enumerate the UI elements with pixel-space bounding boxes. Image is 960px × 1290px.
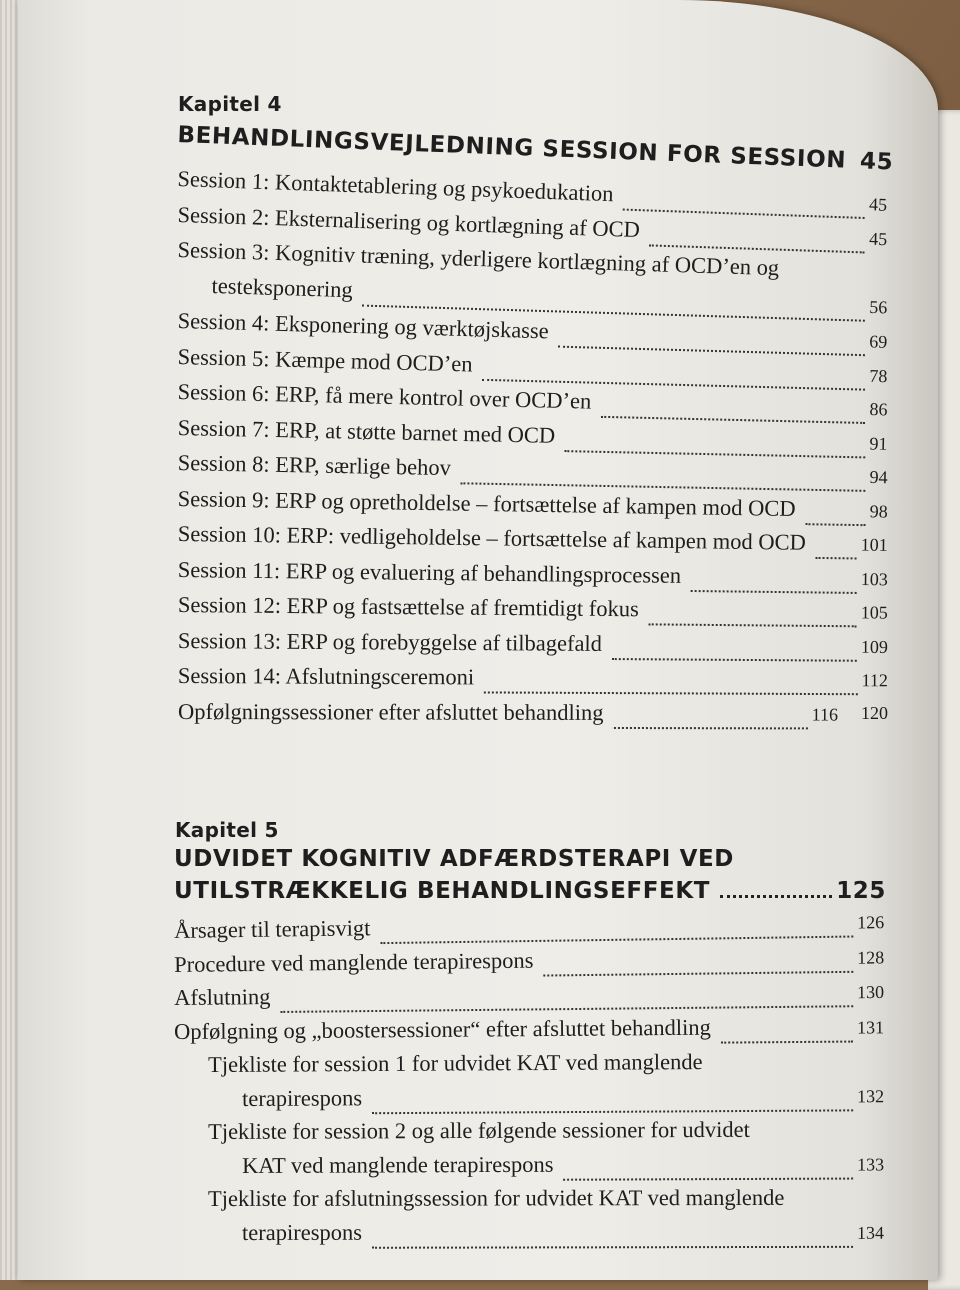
- chapter5-title-leader: [720, 895, 832, 898]
- entry-text: Session 3: Kognitiv træning, yderligere kortlægning af OCD’en og: [177, 237, 779, 281]
- dot-leader: [565, 450, 865, 458]
- page-number: 130: [857, 982, 884, 1003]
- dot-leader: [484, 691, 857, 695]
- chapter4-title-row: [177, 122, 887, 175]
- entry-continuation-text: testeksponering: [211, 273, 353, 303]
- chapter5-entry: [208, 1185, 884, 1220]
- page-number: 94: [869, 467, 887, 488]
- page-number: 101: [861, 535, 888, 556]
- chapter5-entry: [208, 1116, 884, 1153]
- dot-leader: [281, 1005, 854, 1013]
- page-number: 133: [857, 1154, 884, 1175]
- page-number: 105: [861, 602, 888, 623]
- chapter4-entry: [178, 628, 888, 667]
- chapter5-label: Kapitel 5: [175, 818, 279, 842]
- chapter5-entry: [208, 1048, 884, 1086]
- chapter4-title: BEHANDLINGSVEJLEDNING SESSION FOR SESSION: [177, 122, 847, 174]
- chapter5-title-line2: UTILSTRÆKKELIG BEHANDLINGSEFFEKT: [174, 878, 710, 904]
- entry-text: Procedure ved manglende terapirespons: [174, 947, 534, 977]
- entry-continuation-text: terapirespons: [242, 1085, 362, 1112]
- chapter5-title-line1: UDVIDET KOGNITIV ADFÆRDSTERAPI VED: [174, 846, 734, 872]
- chapter5-entry: [174, 1013, 884, 1053]
- dot-leader: [563, 1177, 853, 1180]
- page-number: 126: [857, 912, 884, 933]
- page-number: 91: [869, 433, 887, 454]
- entry-text: Session 14: Afslutningsceremoni: [178, 663, 474, 690]
- page-number: 56: [869, 296, 888, 318]
- book-page: [18, 0, 938, 1280]
- entry-continuation-text: KAT ved manglende terapirespons: [242, 1151, 553, 1178]
- chapter4-title-page: 45: [860, 148, 894, 175]
- dot-leader: [372, 1245, 853, 1248]
- entry-text: Session 8: ERP, særlige behov: [178, 450, 452, 481]
- page-number: 116: [812, 704, 838, 725]
- dot-leader: [461, 482, 866, 492]
- page-number: 103: [861, 568, 888, 589]
- dot-leader: [372, 1109, 853, 1114]
- page-number: 69: [869, 331, 888, 352]
- page-number: 78: [869, 365, 888, 386]
- entry-continuation-text: terapirespons: [242, 1219, 362, 1245]
- chapter5-entry: [174, 978, 884, 1019]
- chapter4-entry: [178, 592, 888, 633]
- entry-text: Session 13: ERP og forebyggelse af tilbagefald: [178, 628, 602, 657]
- chapter5-entry-continuation: [242, 1218, 884, 1253]
- dot-leader: [805, 523, 865, 526]
- page-number: 134: [857, 1222, 884, 1243]
- chapter5-title-page: 125: [836, 878, 886, 904]
- page-number: 132: [857, 1086, 884, 1107]
- entry-text: Session 9: ERP og opretholdelse – fortsættelse af kampen mod OCD: [178, 486, 796, 522]
- page-number: 109: [861, 636, 888, 657]
- dot-leader: [816, 557, 857, 560]
- entry-text: Tjekliste for session 2 og alle følgende sessioner for udvidet: [208, 1117, 750, 1145]
- trailing-page-number: 120: [861, 703, 888, 724]
- entry-text: Opfølgning og „boostersessioner“ efter afsluttet behandling: [174, 1014, 711, 1044]
- chapter4-entry: [178, 699, 838, 734]
- chapter5-entry-continuation: [242, 1082, 884, 1120]
- dot-leader: [601, 416, 865, 424]
- page-number: 112: [862, 670, 888, 691]
- entry-text: Tjekliste for afslutningssession for udvidet KAT ved manglende: [208, 1185, 784, 1212]
- dot-leader: [649, 623, 857, 627]
- entry-text: Session 4: Eksponering og værktøjskasse: [177, 308, 549, 344]
- page-number: 86: [869, 399, 887, 420]
- page-number: 128: [857, 947, 884, 968]
- dot-leader: [691, 589, 857, 593]
- entry-text: Tjekliste for session 1 for udvidet KAT ved manglende: [208, 1049, 703, 1078]
- dot-leader: [721, 1040, 853, 1043]
- chapter5-title-row: [174, 878, 886, 904]
- table-of-contents: [18, 0, 938, 1280]
- entry-text: Afslutning: [174, 984, 271, 1011]
- dot-leader: [381, 936, 854, 945]
- entry-text: Session 1: Kontaktetablering og psykoedukation: [177, 166, 614, 207]
- entry-text: Session 7: ERP, at støtte barnet med OCD: [177, 415, 555, 449]
- dot-leader: [612, 658, 857, 662]
- entry-text: Session 5: Kæmpe mod OCD’en: [177, 344, 473, 378]
- chapter5-entry-continuation: [242, 1150, 884, 1187]
- entry-text: Session 12: ERP og fastsættelse af fremtidigt fokus: [178, 592, 639, 622]
- chapter4-label: Kapitel 4: [178, 92, 282, 116]
- entry-text: Session 11: ERP og evaluering af behandlingsprocessen: [178, 557, 682, 589]
- dot-leader: [544, 970, 854, 976]
- entry-text: Session 2: Eksternalisering og kortlægning af OCD: [177, 202, 640, 243]
- entry-text: Session 10: ERP: vedligeholdelse – fortsættelse af kampen mod OCD: [178, 521, 806, 556]
- entry-text: Opfølgningssessioner efter afsluttet behandling: [178, 699, 604, 726]
- chapter4-entry: [178, 663, 888, 700]
- page-number: 45: [869, 194, 888, 216]
- entry-text: Årsager til terapisvigt: [174, 915, 371, 944]
- page-number: 131: [857, 1017, 884, 1038]
- page-number: 45: [869, 228, 888, 250]
- entry-text: Session 6: ERP, få mere kontrol over OCD’en: [177, 379, 591, 415]
- page-number: 98: [870, 501, 888, 522]
- dot-leader: [613, 726, 807, 728]
